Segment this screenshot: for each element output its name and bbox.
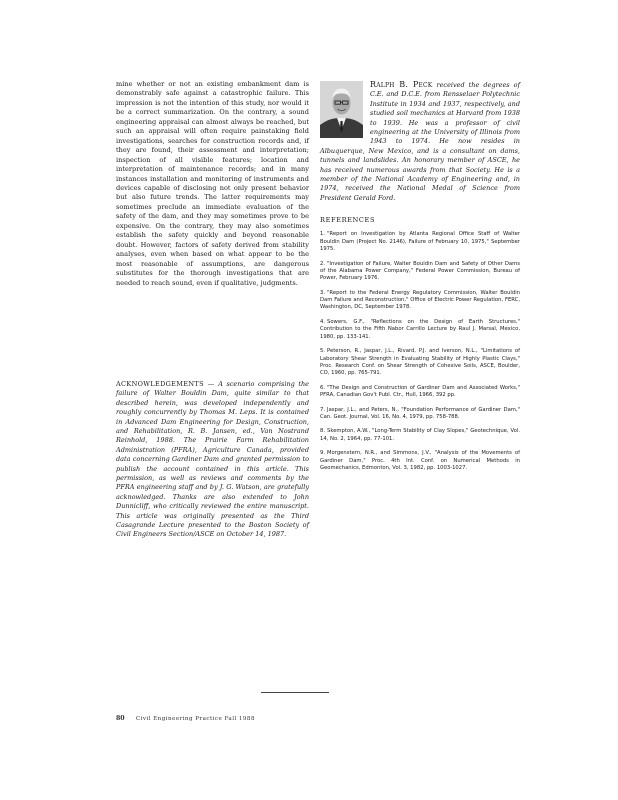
reference-item: [320, 261, 520, 283]
right-column: [320, 80, 520, 480]
reference-number: 7.: [320, 406, 326, 413]
reference-number: 3.: [320, 289, 326, 296]
reference-text: "The Design and Construction of Gardiner Dam and Associated Works," PFRA, Canadian Gov't Publ. Ctr., Hull, 1966, 392 pp.: [320, 384, 520, 399]
footnote-divider: [261, 692, 329, 693]
left-column: [116, 80, 309, 546]
page-footer: [116, 715, 255, 722]
reference-number: 4.: [320, 318, 326, 325]
reference-number: 9.: [320, 450, 326, 457]
reference-item: [320, 407, 520, 422]
author-bio-text: received the degrees of C.E. and D.C.E. from Rensselaer Polytechnic Institute in 1934 and 1937, respectively, and studied soil mechanics at Harvard from 1938 to 1939. He was a professor of civil engineering at the University of Illinois from 1943 to 1974. He now resides in Albuquerque, New Mexico, and is a consultant on dams, tunnels and landslides. An honorary member of ASCE, he has received numerous awards from that Society. He is a member of the National Academy of Engineering and, in 1974, received the National Medal of Science from President Gerald Ford.: [320, 81, 520, 202]
reference-text: Sowers, G.F., "Reflections on the Design of Earth Structures," Contribution to the Fifth Nabor Carrillo Lecture by Raul J. Marsal, Mexico, 1980, pp. 133-141.: [320, 318, 520, 340]
reference-item: [320, 290, 520, 312]
reference-text: Morgenstern, N.R., and Simmons, J.V., "Analysis of the Movements of Gardiner Dam," Proc. 4th Int. Conf. on Numerical Methods in Geomechanics, Edmonton, Vol. 3, 1982, pp. 1003-1027.: [320, 450, 520, 472]
reference-item: [320, 450, 520, 472]
author-name: Ralph B. Peck: [370, 80, 433, 89]
body-paragraph: mine whether or not an existing embankment dam is demonstrably safe against a catastrophic failure. This impression is not the intention of this study, nor would it be a correct summarization. On the contrary, a sound engineering appraisal can almost always be reached, but such an appraisal will often require painstaking field investigations, searches for construction records and, if they are found, their assessment and interpretation; inspection of all visible features; location and interpretation of maintenance records; and in many instances installation and monitoring of instruments and devices capable of disclosing not only present behavior but also future trends. The latter requirements may sometimes preclude an immediate evaluation of the safety of the dam, and they may sometimes prove to be expensive. On the contrary, they may also sometimes establish the safety quickly and beyond reasonable doubt. However, factors of safety derived from stability analyses, even when based on what appear to be the most reasonable of assumptions, are dangerous substitutes for the thorough investigations that are needed to reach sound, even if qualitative, judgments.: [116, 80, 309, 287]
journal-name: Civil Engineering Practice: [135, 716, 223, 722]
acknowledgements-text: A scenario comprising the failure of Walter Bouldin Dam, quite similar to that described herein, was developed independently and roughly concurrently by Thomas M. Leps. It is contained in Advanced Dam Engineering for Design, Construction, and Rehabilitation, R. B. Jansen, ed., Van Nostrand Reinhold, 1988. The Prairie Farm Rehabilitation Administration (PFRA), Agriculture Canada, provided data concerning Gardiner Dam and granted permission to publish the account contained in this article. This permission, as well as reviews and comments by the PFRA engineering staff and by J. G. Watson, are gratefully acknowledged. Thanks are also extended to John Dunnicliff, who critically reviewed the entire manuscript. This article was originally presented as the Third Casagrande Lecture presented to the Boston Society of Civil Engineers Section/ASCE on October 14, 1987.: [116, 379, 309, 539]
reference-text: "Report on Investigation by Atlanta Regional Office Staff of Walter Bouldin Dam (Project No. 2146), Failure of February 10, 1975," September 1975.: [320, 231, 520, 252]
author-photo: [320, 81, 363, 138]
reference-text: Peterson, R., Jaspar, J.L., Rivard, P.J. and Iverson, N.L., "Limitations of Laboratory Shear Strength in Evaluating Stability of Highly Plastic Clays," Proc. Research Conf. on Shear Strength of Cohesive Soils, ASCE, Boulder, CO, 1960, pp. 765-791.: [320, 348, 520, 377]
reference-item: [320, 348, 520, 377]
reference-text: "Investigation of Failure, Walter Bouldin Dam and Safety of Other Dams of the Alabama Power Company," Federal Power Commission, Bureau of Power, February 1976.: [320, 260, 520, 282]
reference-item: [320, 428, 520, 443]
reference-text: "Report to the Federal Energy Regulatory Commission, Walter Bouldin Dam Failure and Reconstruction," Office of Electric Power Regulation, FERC, Washington, DC, September 1978.: [320, 289, 520, 311]
references-list: [320, 231, 520, 472]
reference-number: 2.: [320, 260, 326, 267]
reference-text: Skempton, A.W., "Long-Term Stability of Clay Slopes," Geotechnique, Vol. 14, No. 2, 1964, pp. 77-101.: [320, 428, 520, 442]
page-number: 80: [116, 715, 125, 722]
journal-issue: Fall 1988: [224, 716, 255, 722]
reference-number: 6.: [320, 384, 326, 391]
reference-item: [320, 231, 520, 253]
reference-item: [320, 319, 520, 341]
references-heading: REFERENCES: [320, 216, 376, 225]
reference-number: 8.: [320, 428, 326, 435]
reference-number: 1.: [320, 231, 326, 238]
acknowledgements-heading: ACKNOWLEDGEMENTS —: [116, 379, 215, 388]
acknowledgements: [116, 380, 309, 540]
author-portrait-image: [320, 81, 363, 138]
reference-text: Jaspar, J.L., and Peters, N., "Foundation Performance of Gardiner Dam," Can. Geot. Journal, Vol. 16, No. 4, 1979, pp. 758-788.: [320, 406, 520, 420]
reference-item: [320, 385, 520, 400]
reference-number: 5.: [320, 348, 326, 355]
